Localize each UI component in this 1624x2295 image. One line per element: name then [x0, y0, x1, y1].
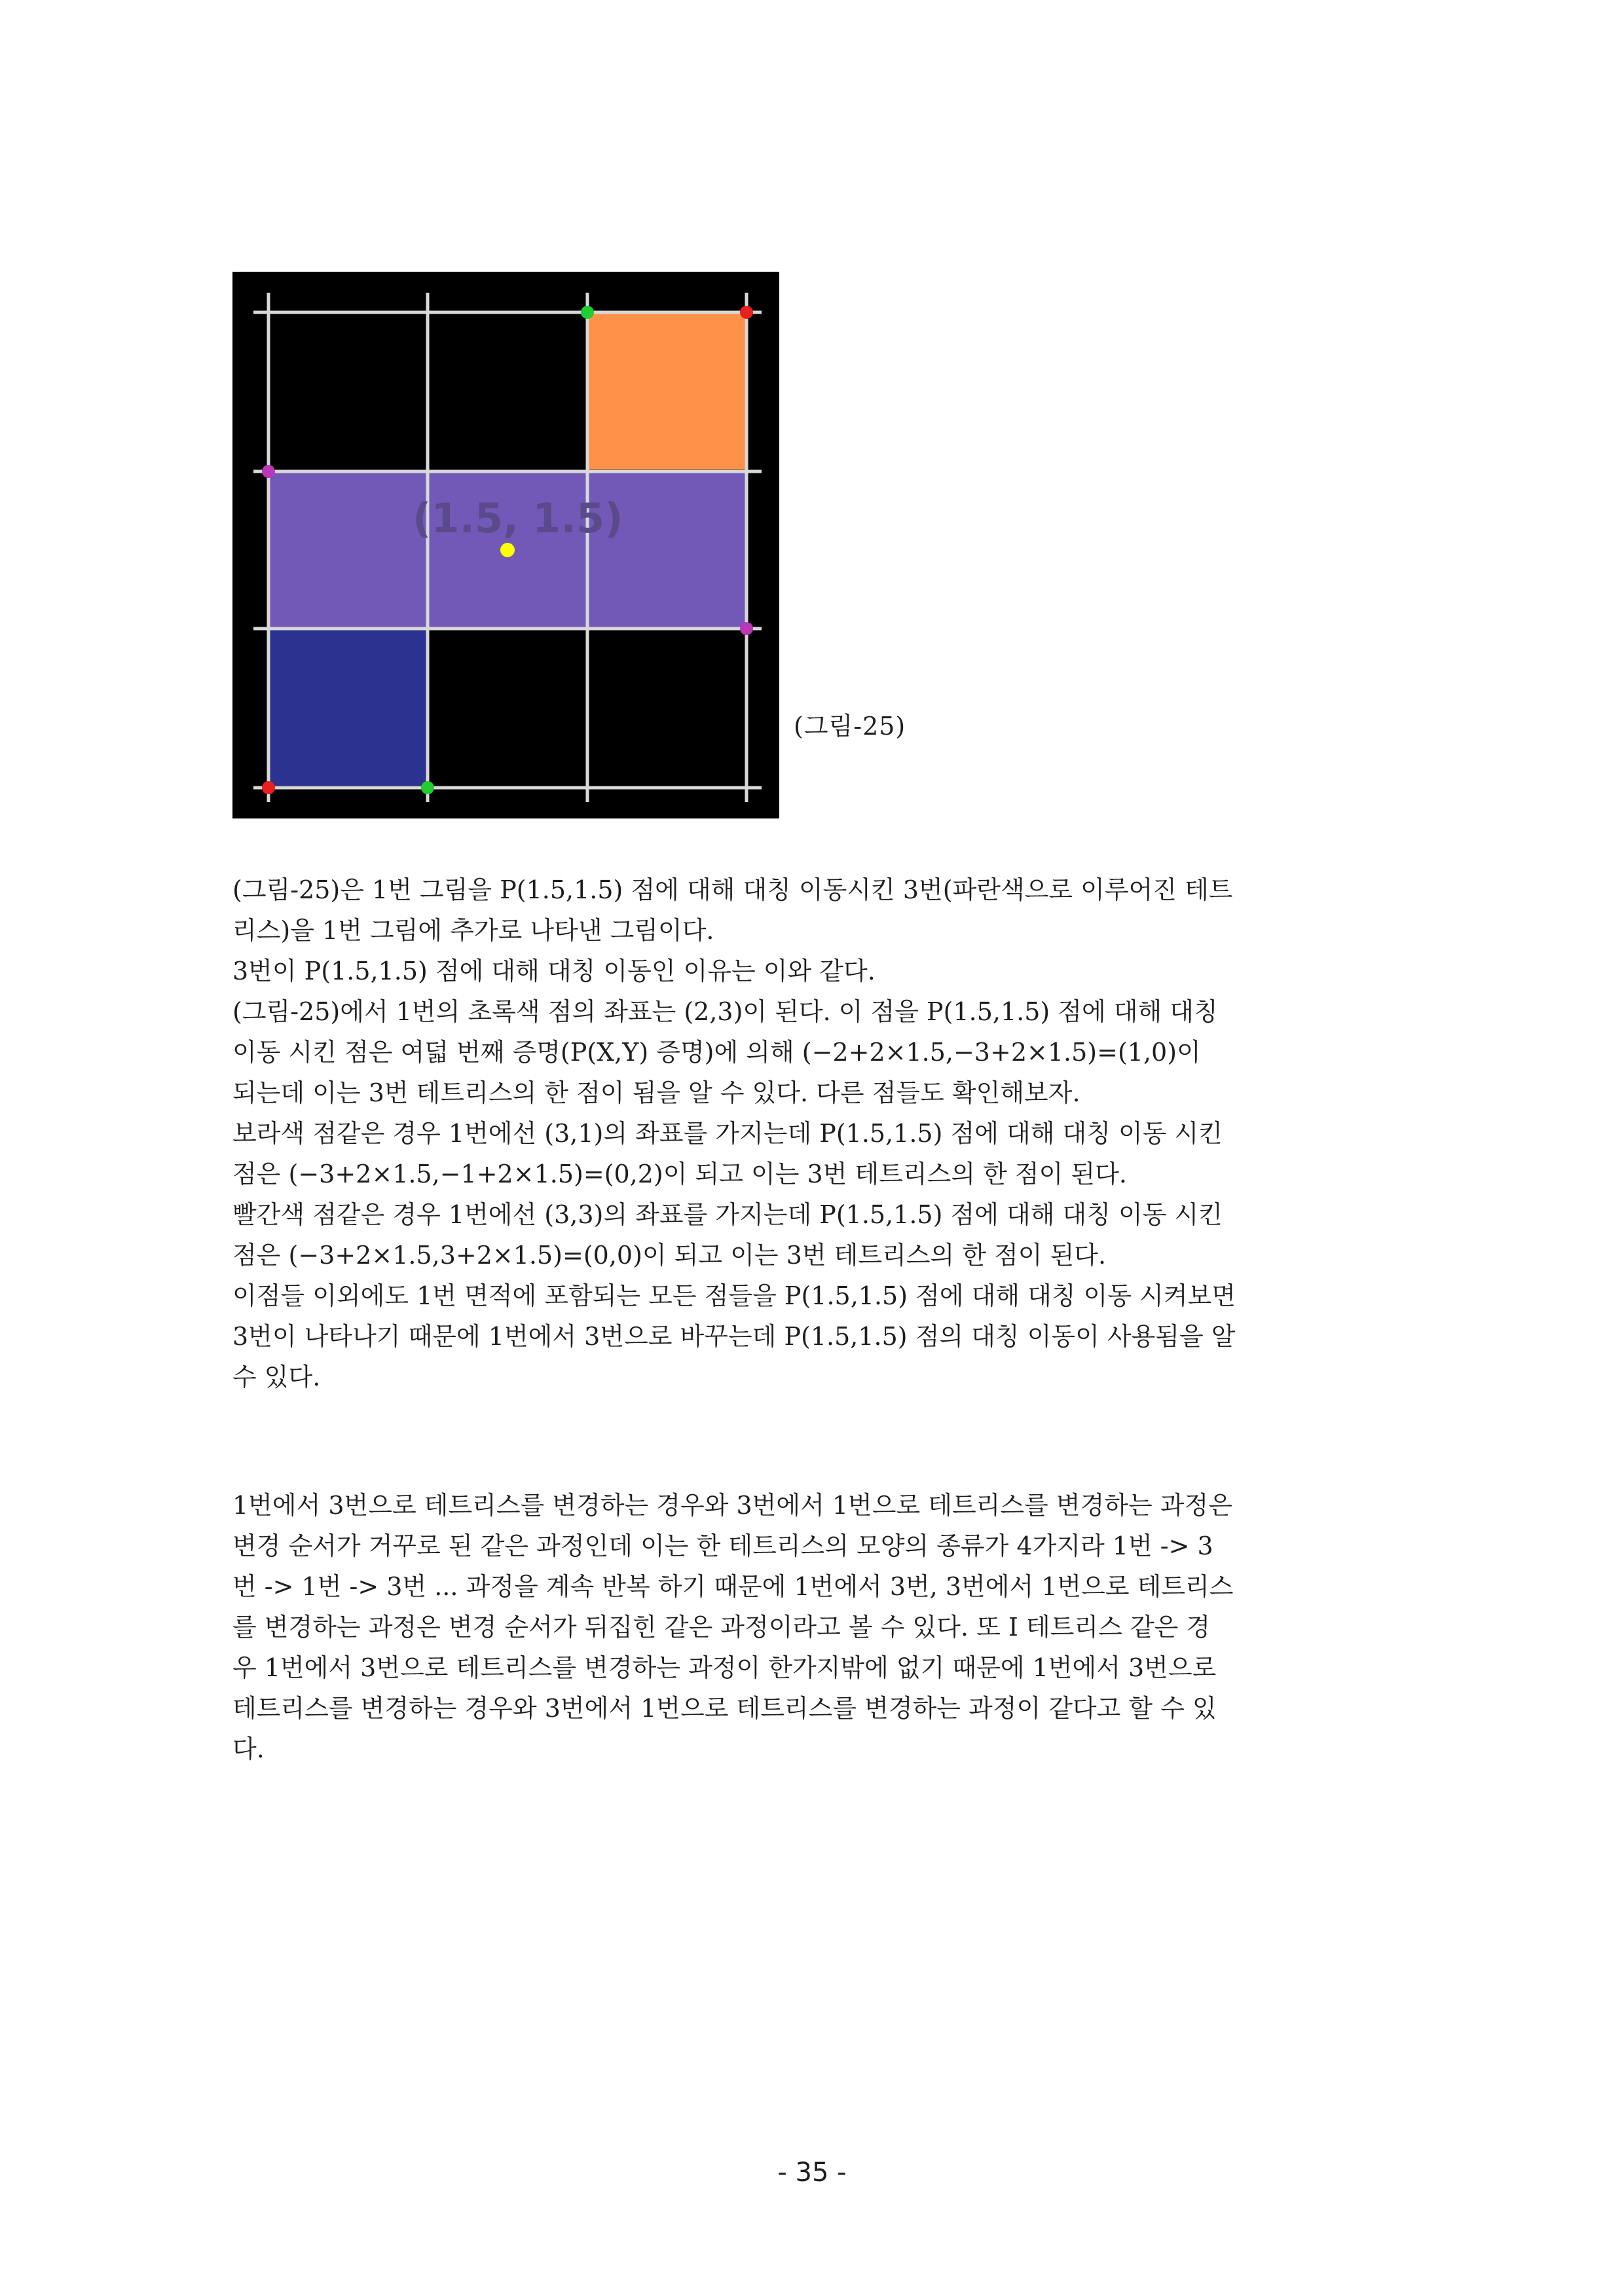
- text-line: 3번이 나타나기 때문에 1번에서 3번으로 바꾸는데 P(1.5,1.5) 점의 대칭 이동이 사용됨을 알: [232, 1322, 1236, 1351]
- text-line: 3번이 P(1.5,1.5) 점에 대해 대칭 이동인 이유는 이와 같다.: [232, 957, 876, 985]
- figure-caption: (그림-25): [794, 712, 906, 741]
- text-line: 우 1번에서 3번으로 테트리스를 변경하는 과정이 한가지밖에 없기 때문에 1번에서 3번으로: [232, 1653, 1217, 1682]
- blue-block: [268, 629, 427, 786]
- text-line: 이점들 이외에도 1번 면적에 포함되는 모든 점들을 P(1.5,1.5) 점에 대해 대칭 이동 시켜보면: [232, 1281, 1236, 1310]
- text-line: 빨간색 점같은 경우 1번에선 (3,3)의 좌표를 가지는데 P(1.5,1.5) 점에 대해 대칭 이동 시킨: [232, 1200, 1223, 1229]
- text-line: 변경 순서가 거꾸로 된 같은 과정인데 이는 한 테트리스의 모양의 종류가 4가지라 1번 -> 3: [232, 1532, 1213, 1560]
- text-line: (그림-25)은 1번 그림을 P(1.5,1.5) 점에 대해 대칭 이동시킨 3번(파란색으로 이루어진 테트: [232, 875, 1233, 904]
- text-line: 다.: [232, 1735, 265, 1763]
- magenta-point: [262, 465, 275, 478]
- page-number: - 35 -: [777, 2157, 847, 2188]
- body-paragraph-2: [232, 1485, 1403, 1769]
- red-point: [262, 781, 275, 794]
- yellow-point: [500, 543, 515, 557]
- body-paragraph-1: [232, 870, 1403, 1397]
- text-line: 테트리스를 변경하는 경우와 3번에서 1번으로 테트리스를 변경하는 과정이 같다고 할 수 있: [232, 1694, 1217, 1723]
- text-line: (그림-25)에서 1번의 초록색 점의 좌표는 (2,3)이 된다. 이 점을 P(1.5,1.5) 점에 대해 대칭: [232, 997, 1218, 1026]
- text-line: 번 -> 1번 -> 3번 ... 과정을 계속 반복 하기 때문에 1번에서 3번, 3번에서 1번으로 테트리스: [232, 1572, 1234, 1601]
- text-line: 이동 시킨 점은 여덟 번째 증명(P(X,Y) 증명)에 의해 (−2+2×1.5,−3+2×1.5)=(1,0)이: [232, 1038, 1201, 1067]
- green-point: [581, 306, 594, 319]
- tetris-figure: [232, 272, 779, 818]
- text-line: 리스)을 1번 그림에 추가로 나타낸 그림이다.: [232, 916, 714, 945]
- green-point: [421, 781, 434, 794]
- text-line: 점은 (−3+2×1.5,−1+2×1.5)=(0,2)이 되고 이는 3번 테트리스의 한 점이 된다.: [232, 1160, 1127, 1188]
- red-point: [740, 306, 753, 319]
- magenta-point: [740, 622, 753, 635]
- text-line: 보라색 점같은 경우 1번에선 (3,1)의 좌표를 가지는데 P(1.5,1.5) 점에 대해 대칭 이동 시킨: [232, 1119, 1223, 1148]
- figure-canvas: [232, 272, 779, 818]
- text-line: 점은 (−3+2×1.5,3+2×1.5)=(0,0)이 되고 이는 3번 테트리스의 한 점이 된다.: [232, 1241, 1107, 1270]
- text-line: 되는데 이는 3번 테트리스의 한 점이 됨을 알 수 있다. 다른 점들도 확인해보자.: [232, 1078, 1080, 1107]
- orange-block: [588, 312, 747, 469]
- text-line: 를 변경하는 과정은 변경 순서가 뒤집힌 같은 과정이라고 볼 수 있다. 또 I 테트리스 같은 경: [232, 1613, 1211, 1642]
- symmetry-point-label: (1.5, 1.5): [413, 494, 623, 542]
- text-line: 1번에서 3번으로 테트리스를 변경하는 경우와 3번에서 1번으로 테트리스를 변경하는 과정은: [232, 1491, 1232, 1520]
- text-line: 수 있다.: [232, 1363, 321, 1391]
